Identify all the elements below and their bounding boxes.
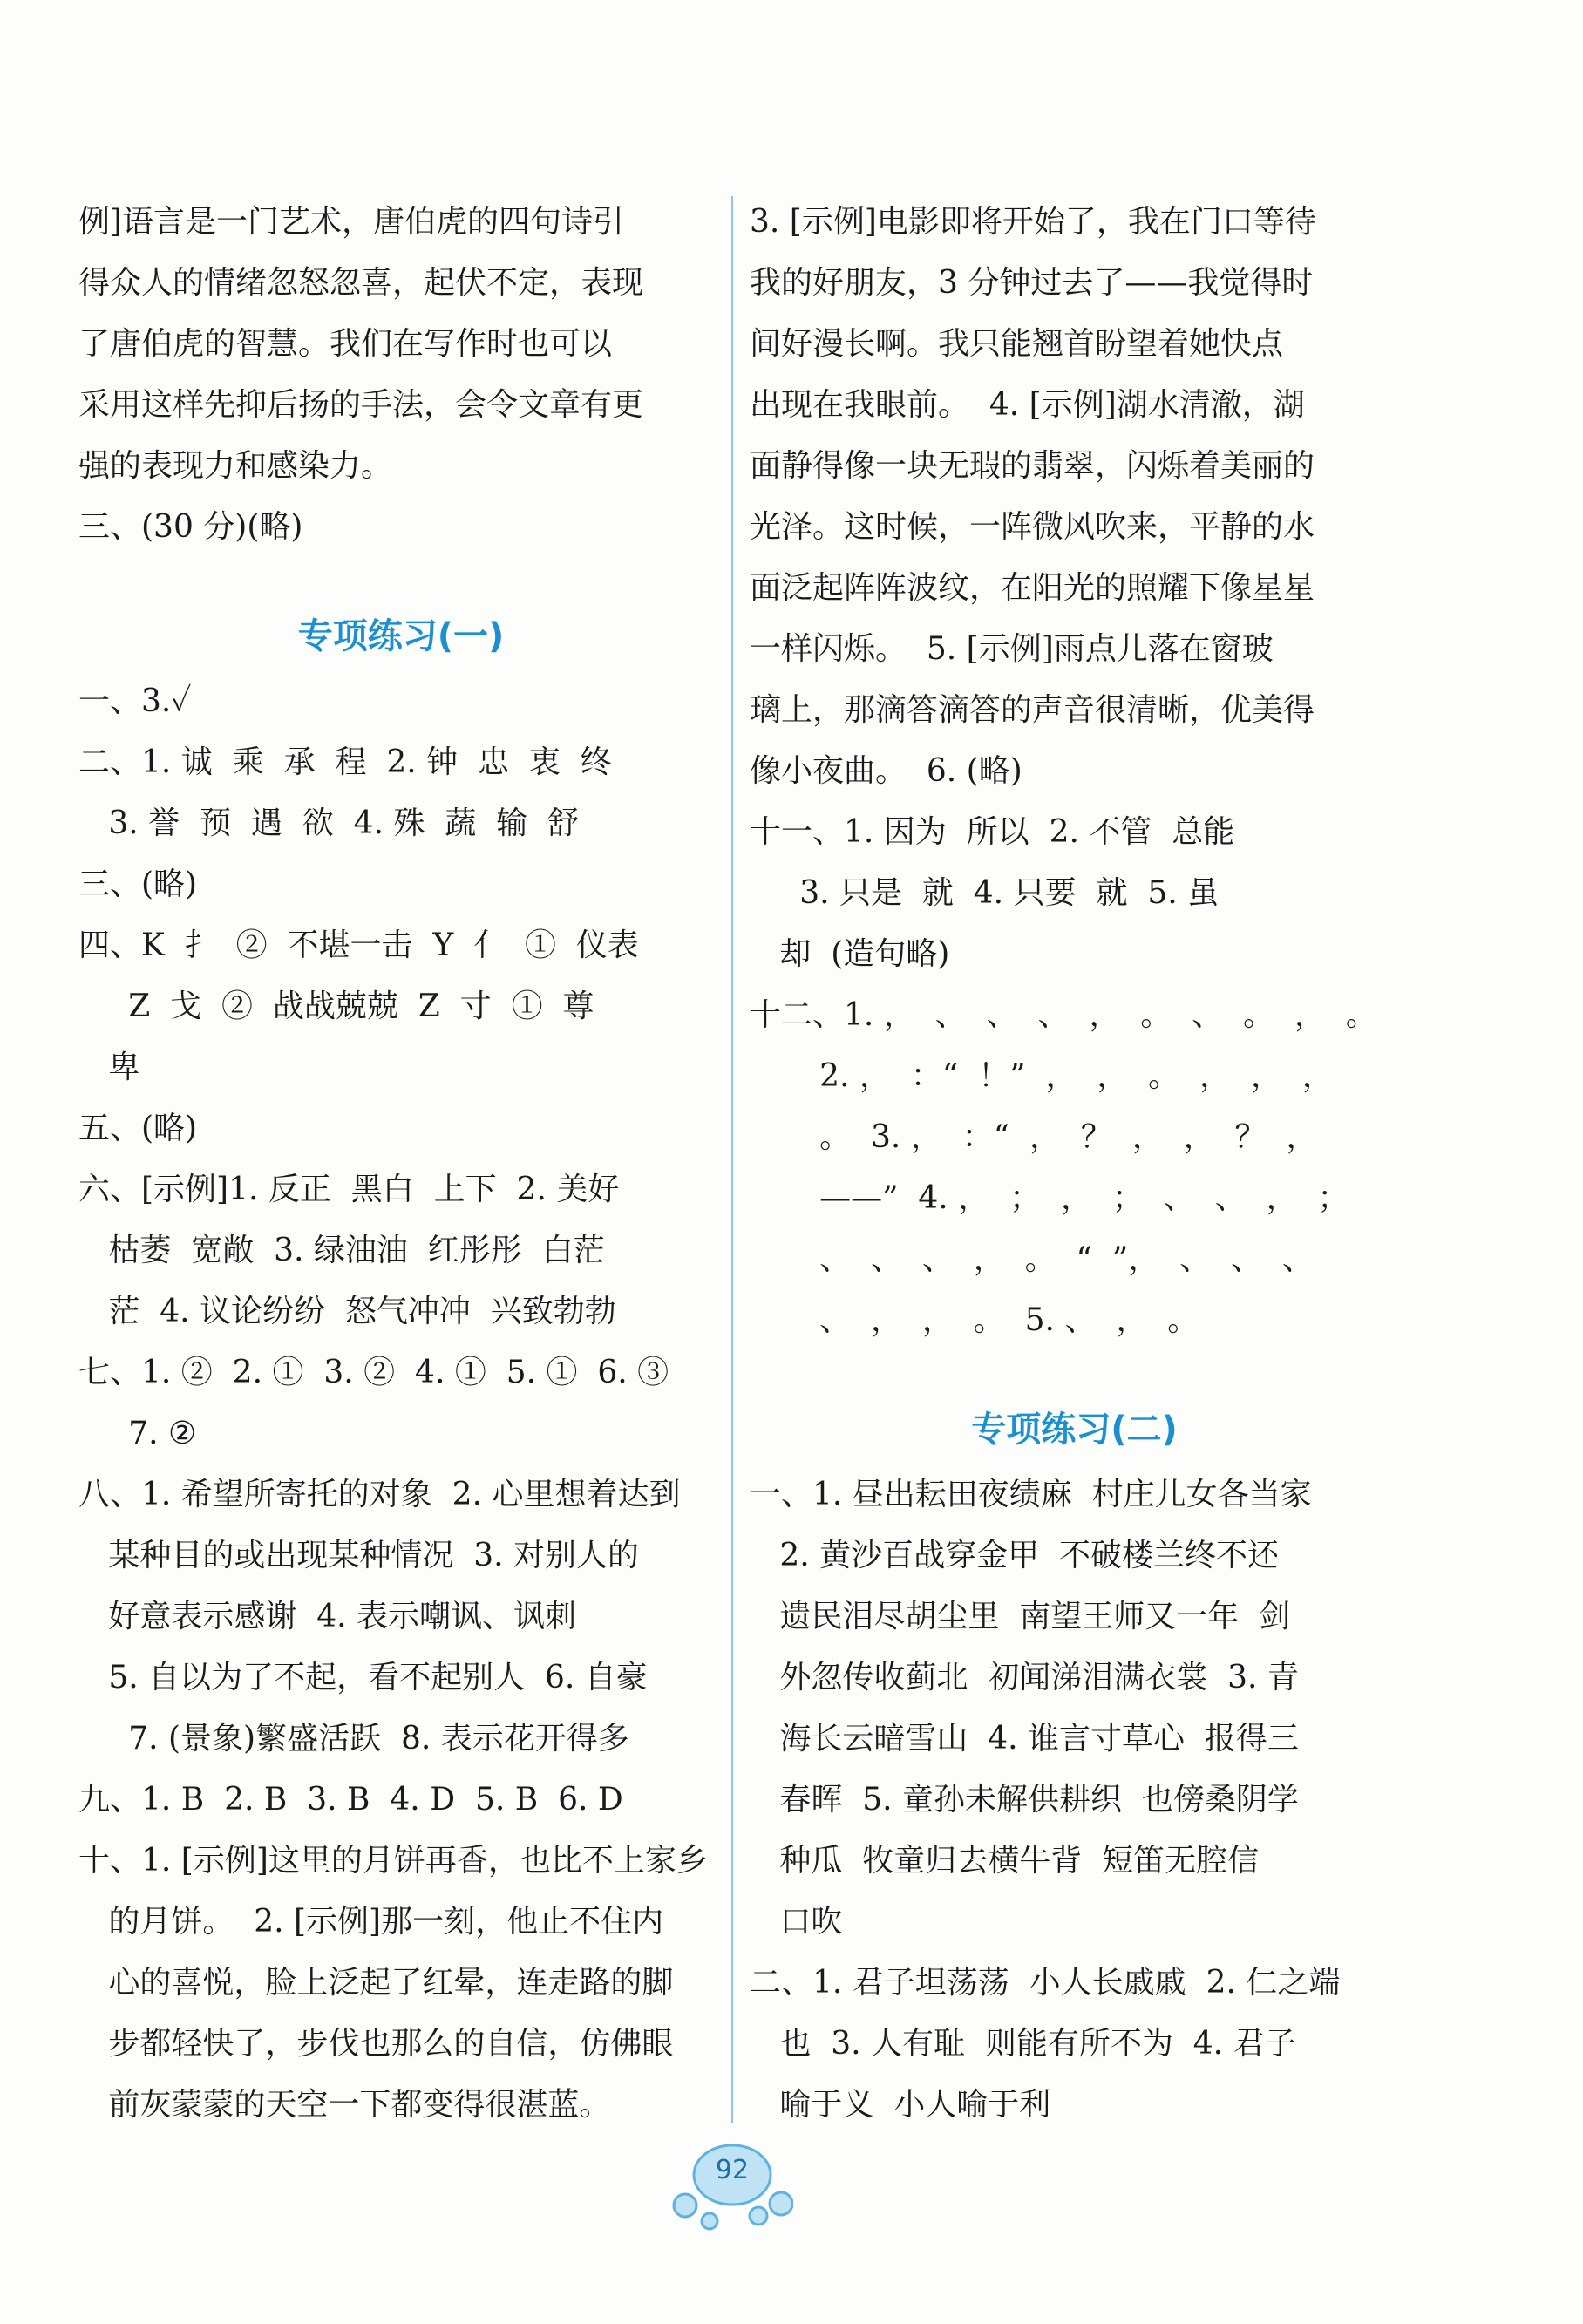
left-column	[78, 192, 724, 2136]
answer-line: 枯萎 宽敞 3. 绿油油 红彤彤 白茫	[78, 1233, 605, 1268]
answer-line: 、 ， ， 。 5. 、 ， 。	[750, 1302, 1199, 1338]
column-divider	[731, 196, 733, 2123]
answer-line: 十二、1. ， 、 、 、 ， 。 、 。 ， 。	[750, 997, 1377, 1033]
page-number: 92	[715, 2155, 750, 2185]
answer-line: 2. ， ：“ ！” ， ， 。 ， ， ，	[750, 1058, 1334, 1094]
answer-line: 采用这样先抑后扬的手法，会令文章有更	[78, 387, 644, 423]
spacer	[78, 558, 724, 601]
answer-line: 八、1. 希望所寄托的对象 2. 心里想着达到	[78, 1477, 681, 1512]
answer-line: 春晖 5. 童孙未解供耕织 也傍桑阴学	[750, 1782, 1299, 1818]
answer-line: 也 3. 人有耻 则能有所不为 4. 君子	[750, 2026, 1296, 2062]
answer-line: 种瓜 牧童归去横牛背 短笛无腔信	[750, 1843, 1260, 1879]
answer-line: 例]语言是一门艺术，唐伯虎的四句诗引	[78, 204, 625, 240]
answer-line: 一样闪烁。 5. [示例]雨点儿落在窗玻	[750, 631, 1274, 667]
page-footer	[671, 2136, 793, 2240]
answer-line: 心的喜悦，脸上泛起了红晕，连走路的脚	[78, 1965, 674, 2001]
answer-line: 五、(略)	[78, 1111, 198, 1146]
answer-line: 了唐伯虎的智慧。我们在写作时也可以	[78, 326, 613, 362]
answer-line: 三、(30 分)(略)	[78, 509, 303, 545]
answer-line: 十、1. [示例]这里的月饼再香，也比不上家乡	[78, 1843, 708, 1879]
answer-line: 茫 4. 议论纷纷 怒气冲冲 兴致勃勃	[78, 1294, 616, 1329]
answer-line: 三、(略)	[78, 866, 198, 902]
answer-line: 3. 只是 就 4. 只要 就 5. 虽	[750, 875, 1220, 911]
answer-line: 光泽。这时候，一阵微风吹来，平静的水	[750, 509, 1315, 545]
answer-line: 二、1. 君子坦荡荡 小人长戚戚 2. 仁之端	[750, 1965, 1341, 2001]
answer-line: 遗民泪尽胡尘里 南望王师又一年 剑	[750, 1599, 1291, 1634]
answer-line: 一、1. 昼出耘田夜绩麻 村庄儿女各当家	[750, 1477, 1312, 1512]
answer-line: 3. 誉 预 遇 欲 4. 殊 蔬 输 舒	[78, 805, 580, 841]
answer-line: 一、3.✓	[78, 683, 192, 719]
answer-line: 面泛起阵阵波纹，在阳光的照耀下像星星	[750, 570, 1315, 606]
answer-line: 的月饼。 2. [示例]那一刻，他止不住内	[78, 1904, 664, 1940]
answer-line: 海长云暗雪山 4. 谁言寸草心 报得三	[750, 1721, 1299, 1757]
answer-line: 5. 自以为了不起，看不起别人 6. 自豪	[78, 1660, 648, 1695]
answer-line: 却 (造句略)	[750, 936, 950, 972]
answer-line: 卑	[78, 1050, 140, 1085]
answer-line: 间好漫长啊。我只能翘首盼望着她快点	[750, 326, 1284, 362]
answer-line: 好意表示感谢 4. 表示嘲讽、讽刺	[78, 1599, 577, 1634]
answer-line: 七、1. ② 2. ① 3. ② 4. ① 5. ① 6. ③	[78, 1355, 669, 1390]
answer-line: 得众人的情绪忽怒忽喜，起伏不定，表现	[78, 265, 644, 301]
section-heading: 专项练习(一)	[297, 616, 505, 656]
section-heading: 专项练习(二)	[971, 1410, 1178, 1450]
answer-line: 步都轻快了，步伐也那么的自信，仿佛眼	[78, 2026, 674, 2062]
answer-line: 7. ②	[78, 1416, 197, 1451]
answer-line: 璃上，那滴答滴答的声音很清晰，优美得	[750, 692, 1315, 728]
answer-line: 六、[示例]1. 反正 黑白 上下 2. 美好	[78, 1172, 620, 1207]
answer-line: 某种目的或出现某种情况 3. 对别人的	[78, 1538, 640, 1573]
answer-line: 强的表现力和感染力。	[78, 448, 393, 484]
answer-line: 我的好朋友，3 分钟过去了——我觉得时	[750, 265, 1314, 301]
answer-line: 。 3. ， ：“ ， ？ ， ， ？ ，	[750, 1119, 1318, 1155]
answer-line: 前灰蒙蒙的天空一下都变得很湛蓝。	[78, 2087, 611, 2123]
answer-line: 、 、 、 ， 。 “ ”， 、 、 、	[750, 1241, 1314, 1277]
answer-line: 2. 黄沙百战穿金甲 不破楼兰终不还	[750, 1538, 1280, 1573]
answer-line: 十一、1. 因为 所以 2. 不管 总能	[750, 814, 1235, 850]
answer-line: 面静得像一块无瑕的翡翠，闪烁着美丽的	[750, 448, 1315, 484]
right-column	[750, 192, 1399, 2136]
answer-line: 7. (景象)繁盛活跃 8. 表示花开得多	[78, 1721, 629, 1757]
answer-line: 四、K 扌 ② 不堪一击 Y 亻 ① 仪表	[78, 928, 639, 963]
bubble-decoration-icon	[671, 2136, 793, 2240]
answer-line: 二、1. 诚 乘 承 程 2. 钟 忠 衷 终	[78, 744, 612, 780]
answer-line: 口吹	[750, 1904, 843, 1940]
answer-line: ——” 4. ， ； ， ； 、 、 ， ；	[750, 1180, 1349, 1216]
answer-line: 3. [示例]电影即将开始了，我在门口等待	[750, 204, 1316, 240]
answer-line: 喻于义 小人喻于利	[750, 2087, 1051, 2123]
answer-line: 出现在我眼前。 4. [示例]湖水清澈，湖	[750, 387, 1305, 423]
answer-line: 九、1. B 2. B 3. B 4. D 5. B 6. D	[78, 1782, 623, 1818]
answer-line: 像小夜曲。 6. (略)	[750, 753, 1022, 789]
answer-line: 外忽传收蓟北 初闻涕泪满衣裳 3. 青	[750, 1660, 1299, 1695]
answer-line: Z 戈 ② 战战兢兢 Z 寸 ① 尊	[78, 989, 594, 1024]
spacer	[750, 1351, 1399, 1395]
